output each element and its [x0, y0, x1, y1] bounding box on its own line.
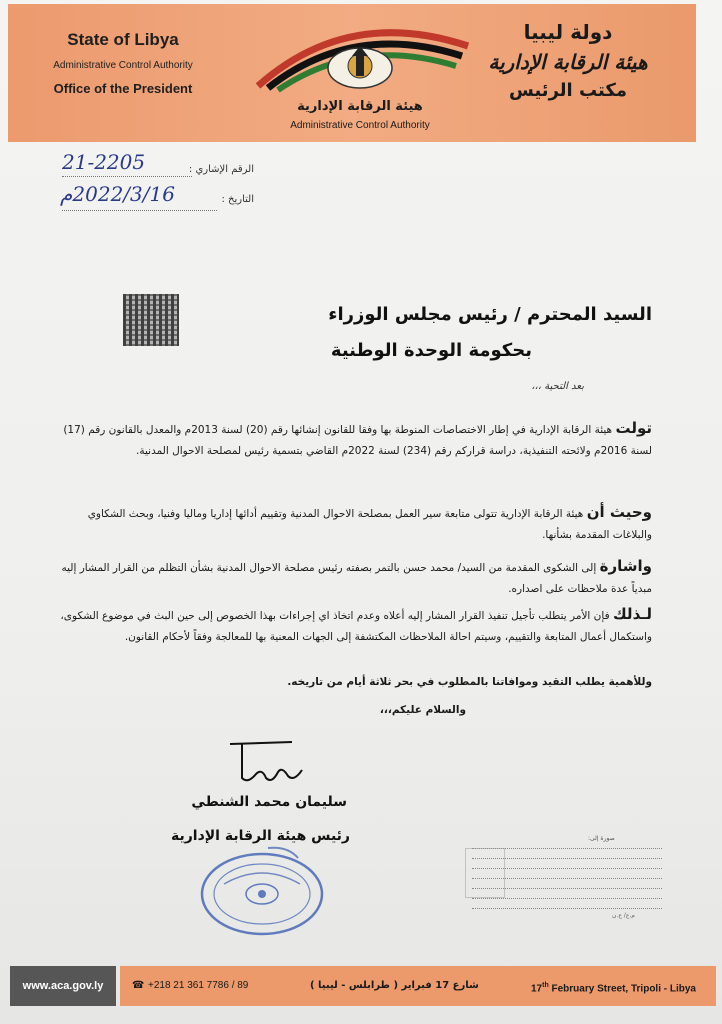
reference-underline — [62, 176, 192, 177]
phone-icon: ☎ — [132, 980, 145, 991]
footer-address-street: February Street, Tripoli - Libya — [548, 983, 696, 995]
signatory-name: سليمان محمد الشنطي — [191, 794, 347, 810]
official-stamp — [198, 844, 326, 940]
english-authority-name: Administrative Control Authority — [53, 60, 193, 71]
reference-label: الرقم الإشاري : — [188, 164, 254, 175]
handwritten-signature — [222, 738, 312, 788]
footer-contact-bar — [120, 966, 716, 1006]
paragraph-2-lead: وحيث أن — [586, 503, 652, 521]
greeting: بعد التحية ،،، — [531, 381, 584, 392]
paragraph-4-text: فإن الأمر يتطلب تأجيل تنفيذ القرار المشار إليه أعلاه وعدم اتخاذ اي إجراءات بهذا الخصوص إلى حين البث في موضوع الشكوى، واستكمال أعمال المتابعة والتقييم، وسيتم احالة الملاحظات المكتشفة إلى الجهات المعنية بها للمعالجة وفقاً لأحكام القانون. — [60, 610, 652, 643]
paragraph-1-text: هيئة الرقابة الإدارية في إطار الاختصاصات المنوطة بها وفقا للقانون إنشائها رقم (20) لسنة 2013م والمعدل بالقانون رقم (17) لسنة 2016م ولائحته التنفيذية، دراسة قراركم رقم (234) لسنة 2022م القاضي بتسمية رئيس لمصلحة الاحوال المدنية. — [63, 424, 652, 457]
arabic-office-name: مكتب الرئيس — [509, 80, 627, 101]
cc-line — [472, 902, 662, 909]
cc-title: صورة إلى: — [588, 835, 615, 842]
paragraph-4 — [60, 604, 652, 648]
cc-footnote: م.ع/ ع.ن — [612, 912, 636, 919]
website-url: www.aca.gov.ly — [10, 966, 116, 1006]
paragraph-1-lead: تولت — [615, 419, 652, 437]
authority-logo — [248, 16, 473, 134]
logo-arabic-text: هيئة الرقابة الإدارية — [297, 99, 423, 114]
paragraph-3-lead: واشارة — [599, 557, 652, 575]
addressee-line-2: بحكومة الوحدة الوطنية — [330, 340, 532, 361]
arabic-header — [468, 20, 668, 101]
letterhead-banner — [8, 4, 696, 142]
reference-number-text: 21-2205 — [62, 150, 146, 174]
addressee-line-1: السيد المحترم / رئيس مجلس الوزراء — [328, 304, 652, 325]
closing-salutation: والسلام عليكم،،، — [379, 704, 466, 716]
date-value — [60, 182, 260, 206]
paragraph-1 — [60, 418, 652, 462]
english-state-title: State of Libya — [67, 30, 179, 49]
english-office-name: Office of the President — [53, 81, 193, 96]
paragraph-3-text: إلى الشكوى المقدمة من السيد/ محمد حسن بالتمر بصفته رئيس مصلحة الاحوال المدنية بشأن التظلم من القرار المشار إليه مبدياً عدة ملاحظات على اصداره. — [61, 562, 652, 595]
english-header — [28, 30, 218, 96]
paragraph-5: وللأهمية يطلب التقيد وموافاتنا بالمطلوب في بحر ثلاثة أيام من تاريخه. — [287, 676, 652, 688]
arabic-state-title: دولة ليبيا — [523, 20, 613, 44]
logo-english-text: Administrative Control Authority — [290, 120, 430, 131]
date-underline — [62, 210, 217, 211]
footer-phone: +218 21 361 7786 / 89 — [148, 980, 249, 991]
paragraph-3 — [60, 556, 652, 600]
paragraph-2 — [60, 502, 652, 546]
qr-code — [123, 294, 179, 346]
signatory-title: رئيس هيئة الرقابة الإدارية — [170, 828, 350, 844]
reference-number — [62, 150, 252, 174]
footer-address-ordinal: th — [542, 982, 549, 989]
arabic-authority-name: هيئة الرقابة الإدارية — [488, 50, 648, 74]
paragraph-4-lead: لـذلك — [612, 605, 652, 623]
footer-english-address — [531, 966, 696, 1009]
footer-arabic-address: شارع 17 فبراير ( طرابلس - ليبيا ) — [310, 980, 479, 991]
cc-faint-stamp — [465, 848, 505, 898]
footer-address-number: 17 — [531, 983, 543, 995]
date-label: التاريخ : — [221, 194, 254, 205]
date-value-text: 2022/3/16م — [60, 182, 175, 206]
paragraph-2-text: هيئة الرقابة الإدارية تتولى متابعة سير العمل بمصلحة الاحوال المدنية وتقييم أدائها إداريا وماليا وفنيا، وبحث الشكاوي والبلاغات المقدمة بشأنها. — [87, 508, 652, 541]
letter-footer — [10, 966, 716, 1006]
